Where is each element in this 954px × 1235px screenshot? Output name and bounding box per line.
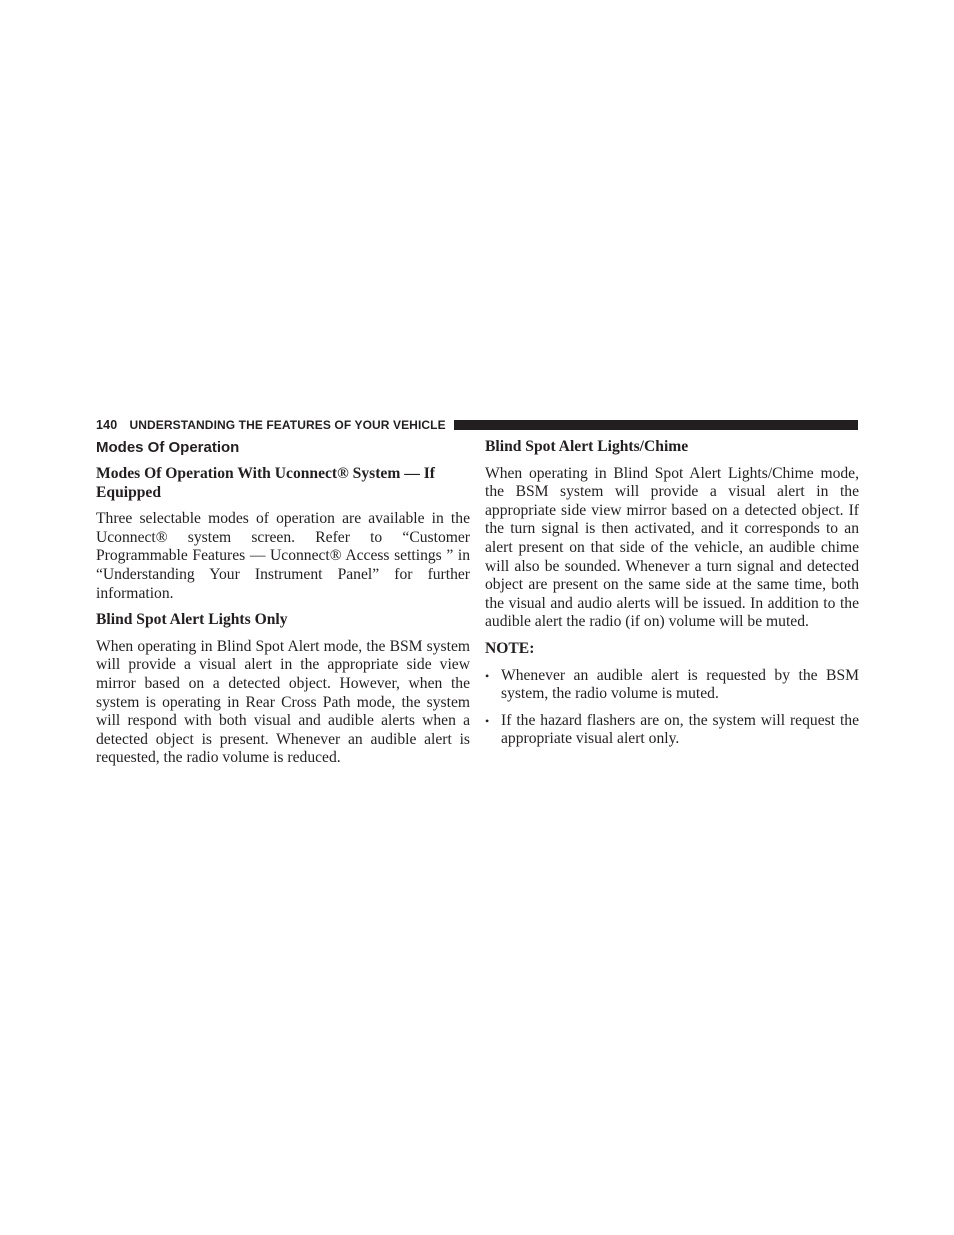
list-item [485, 712, 859, 749]
header-rule [454, 420, 858, 430]
right-column [485, 438, 859, 757]
note-text: If the hazard flashers are on, the system will request the appropriate visual alert only. [501, 711, 859, 748]
lights-chime-heading: Blind Spot Alert Lights/Chime [485, 438, 689, 455]
bullet-icon: • [485, 713, 490, 728]
note-list [485, 667, 859, 749]
uconnect-modes-subheading: Modes Of Operation With Uconnect® System — If Equipped [96, 465, 435, 501]
modes-of-operation-heading: Modes Of Operation [96, 439, 240, 456]
page-header [96, 417, 858, 433]
section-title: UNDERSTANDING THE FEATURES OF YOUR VEHICLE [129, 418, 446, 432]
bullet-icon: • [485, 668, 490, 683]
lights-only-heading: Blind Spot Alert Lights Only [96, 611, 288, 629]
list-item [485, 667, 859, 704]
note-label: NOTE: [485, 639, 535, 657]
left-column [96, 438, 470, 776]
lights-chime-paragraph: When operating in Blind Spot Alert Lights/Chime mode, the BSM system will provide a visual alert in the appropriate side view mirror based on a detected object. If the turn signal is then activated, and it corresponds to an alert present on that side of the vehicle, an audible chime will also be sounded. Whenever a turn signal and detected object are present on the same side at the same time, both the visual and audio alerts will be issued. In addition to the audible alert the radio (if on) volume will be muted. [485, 464, 859, 631]
note-text: Whenever an audible alert is requested by the BSM system, the radio volume is muted. [501, 666, 859, 703]
modes-intro-paragraph: Three selectable modes of operation are available in the Uconnect® system screen. Refer to “Customer Programmable Features — Uconnect® Access settings ” in “Understanding Your Instrument Panel” for further information. [96, 510, 470, 602]
lights-only-paragraph: When operating in Blind Spot Alert mode, the BSM system will provide a visual alert in the appropriate side view mirror based on a detected object. However, when the system is operating in Rear Cross Path mode, the system will respond with both visual and audible alerts when a detected object is present. Whenever an audible alert is requested, the radio volume is reduced. [96, 637, 470, 767]
page-number: 140 [96, 418, 118, 432]
